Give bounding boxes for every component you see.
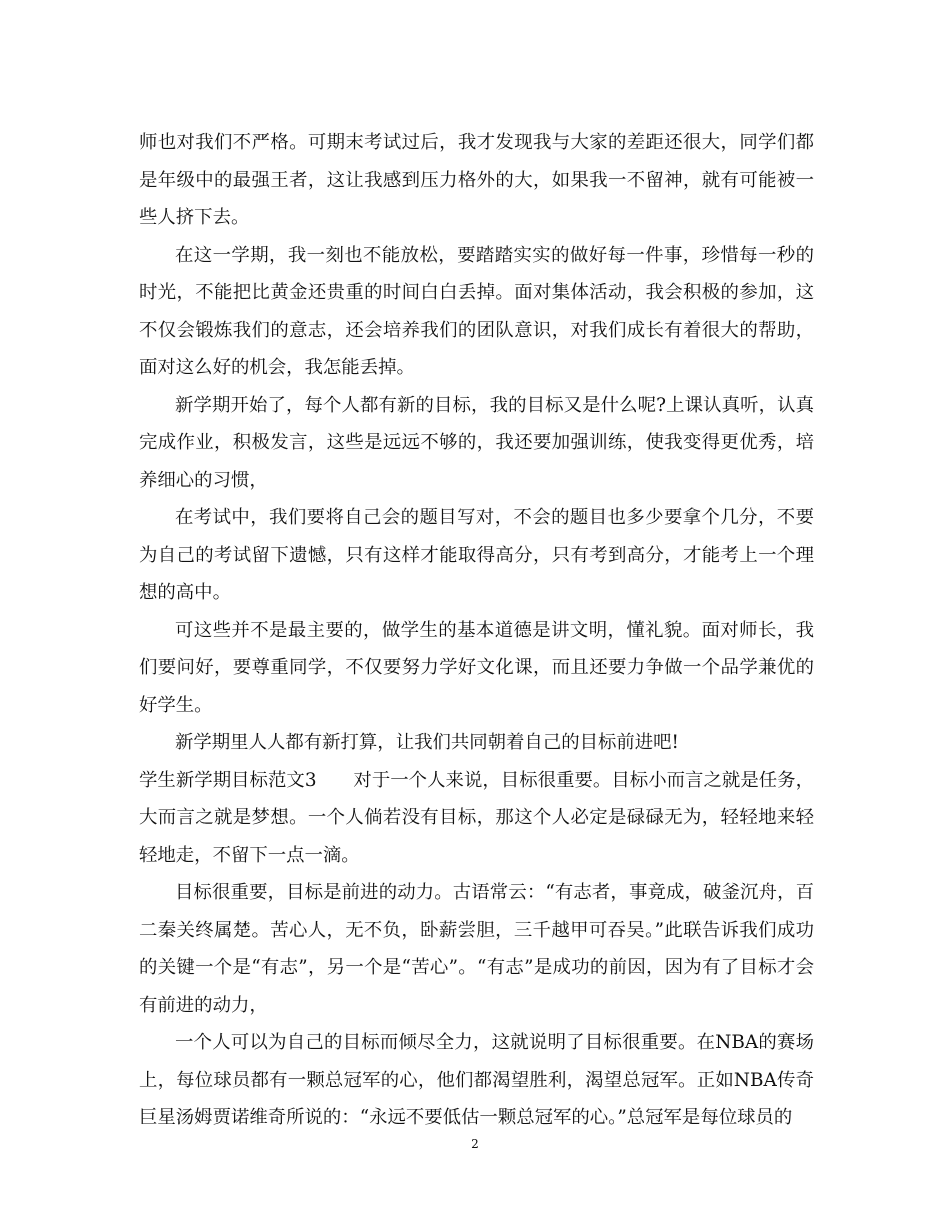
paragraph-1: 师也对我们不严格。可期末考试过后，我才发现我与大家的差距还很大，同学们都是年级中的最强王者，这让我感到压力格外的大，如果我一不留神，就有可能被一些人挤下去。 [139,132,814,228]
paragraph-4: 在考试中，我们要将自己会的题目写对，不会的题目也多少要拿个几分，不要为自己的考试留下遗憾，只有这样才能取得高分，只有考到高分，才能考上一个理想的高中。 [139,507,814,603]
paragraph-6: 新学期里人人都有新打算，让我们共同朝着自己的目标前进吧! [175,732,679,753]
document-body [139,124,814,1137]
paragraph-7-section-heading: 学生新学期目标范文3 对于一个人来说，目标很重要。目标小而言之就是任务，大而言之就是梦想。一个人倘若没有目标，那这个人必定是碌碌无为，轻轻地来轻轻地走，不留下一点一滴。 [139,769,814,866]
paragraph-2: 在这一学期，我一刻也不能放松，要踏踏实实的做好每一件事，珍惜每一秒的时光，不能把比黄金还贵重的时间白白丢掉。面对集体活动，我会积极的参加，这不仅会锻炼我们的意志，还会培养我们的团队意识，对我们成长有着很大的帮助，面对这么好的机会，我怎能丢掉。 [139,244,814,378]
paragraph-3: 新学期开始了，每个人都有新的目标，我的目标又是什么呢?上课认真听，认真完成作业，积极发言，这些是远远不够的，我还要加强训练，使我变得更优秀，培养细心的习惯， [139,394,814,491]
paragraph-5: 可这些并不是最主要的，做学生的基本道德是讲文明，懂礼貌。面对师长，我们要问好，要尊重同学，不仅要努力学好文化课，而且还要力争做一个品学兼优的好学生。 [139,619,814,716]
page-number: 2 [471,1137,479,1151]
paragraph-8: 目标很重要，目标是前进的动力。古语常云：“有志者，事竟成，破釜沉舟，百二秦关终属楚。苦心人，无不负，卧薪尝胆，三千越甲可吞吴。”此联告诉我们成功的关键一个是“有志”，另一个是“苦心”。“有志”是成功的前因，因为有了目标才会有前进的动力， [139,882,814,1016]
paragraph-9: 一个人可以为自己的目标而倾尽全力，这就说明了目标很重要。在NBA的赛场上，每位球员都有一颗总冠军的心，他们都渴望胜利，渴望总冠军。正如NBA传奇巨星汤姆贾诺维奇所说的：“永远不要低估一颗总冠军的心。”总冠军是每位球员的 [139,1032,814,1128]
